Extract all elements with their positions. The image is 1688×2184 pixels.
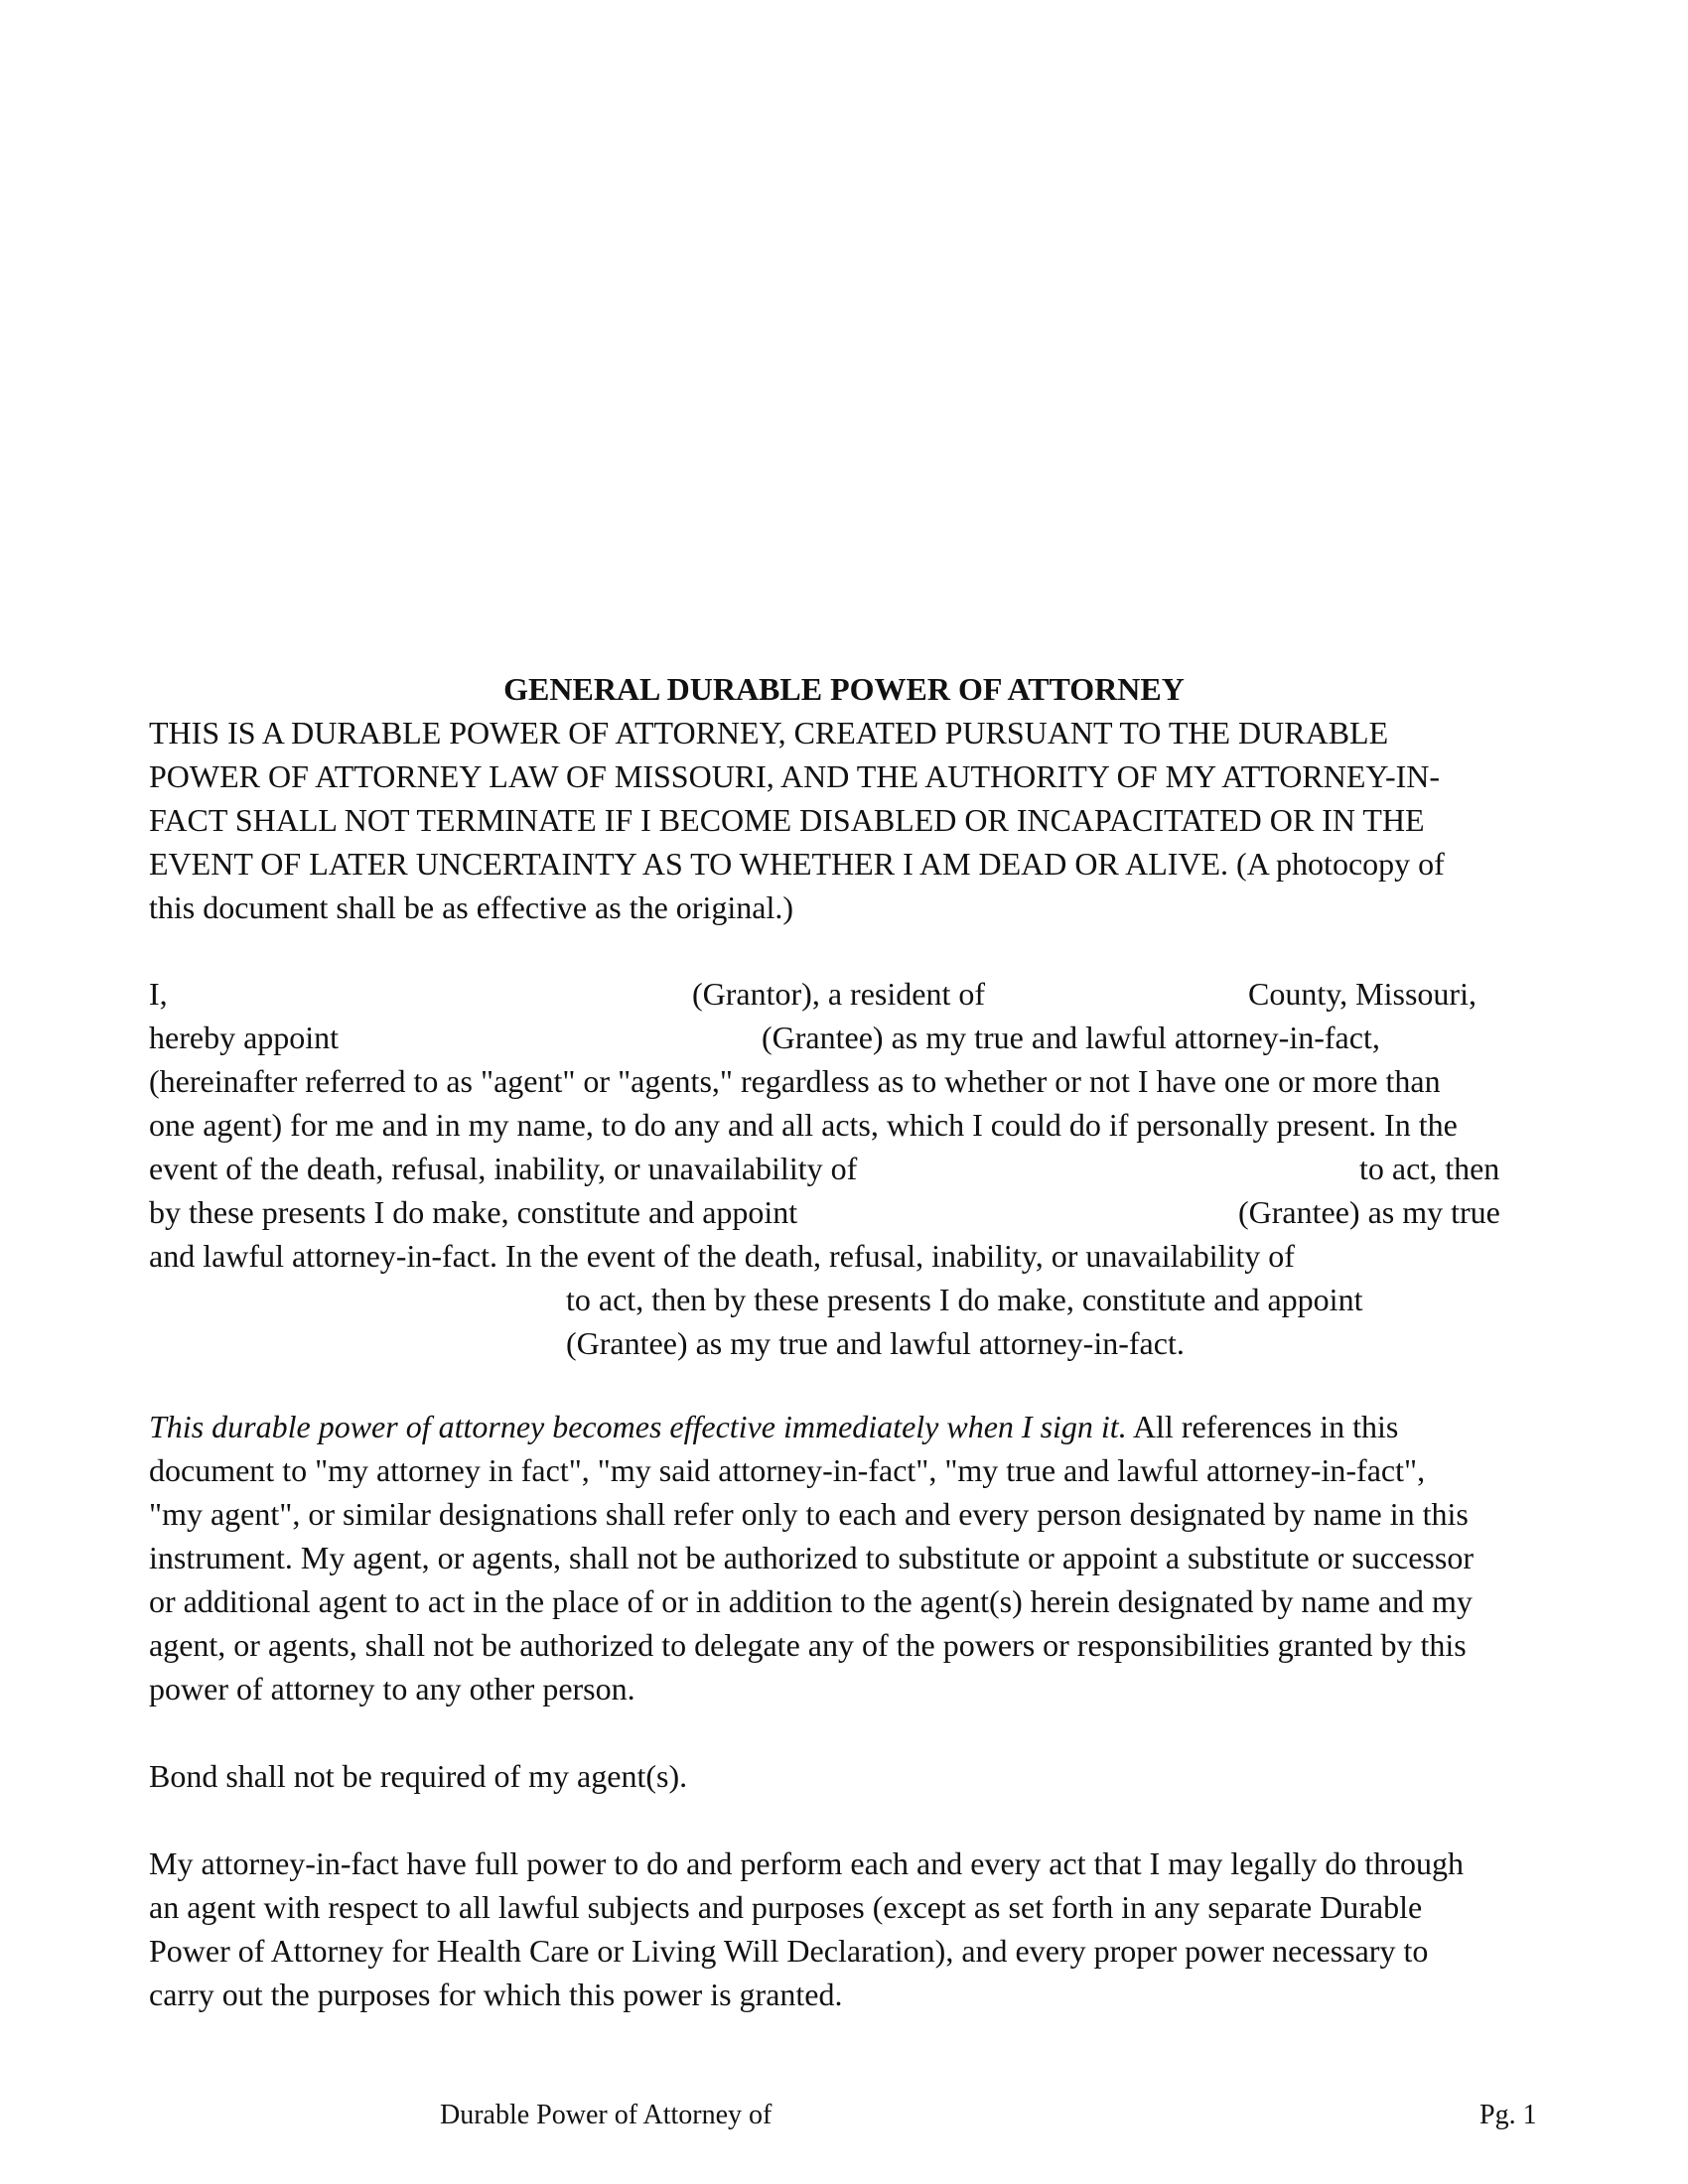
intro-line: EVENT OF LATER UNCERTAINTY AS TO WHETHER I AM DEAD OR ALIVE. (A photocopy of [149, 846, 1445, 882]
powers-line: carry out the purposes for which this power is granted. [149, 1977, 843, 2012]
intro-line: POWER OF ATTORNEY LAW OF MISSOURI, AND THE AUTHORITY OF MY ATTORNEY-IN- [149, 758, 1441, 794]
effective-line: "my agent", or similar designations shall refer only to each and every person designated by name in this [149, 1496, 1469, 1532]
appointment-text: (Grantee) as my true [1238, 1194, 1500, 1230]
appointment-text: by these presents I do make, constitute and appoint [149, 1194, 798, 1230]
appointment-text: hereby appoint [149, 1020, 340, 1055]
intro-paragraph [149, 711, 1519, 929]
appointment-text: one agent) for me and in my name, to do any and all acts, which I could do if personally present. In the [149, 1107, 1458, 1143]
appointment-text: event of the death, refusal, inability, or unavailability of [149, 1151, 858, 1186]
appointment-text: County, Missouri, [1248, 976, 1477, 1012]
effective-text: All references in this [1126, 1409, 1399, 1444]
effective-line: power of attorney to any other person. [149, 1671, 635, 1706]
powers-line: My attorney-in-fact have full power to do and perform each and every act that I may legally do through [149, 1845, 1464, 1881]
powers-line: Power of Attorney for Health Care or Living Will Declaration), and every proper power necessary to [149, 1933, 1429, 1969]
intro-line: this document shall be as effective as the original.) [149, 889, 793, 925]
footer-title: Durable Power of Attorney of [440, 2100, 773, 2130]
effective-line: or additional agent to act in the place of or in addition to the agent(s) herein designated by name and my [149, 1583, 1473, 1619]
page-number: Pg. 1 [1479, 2100, 1537, 2130]
appointment-text: and lawful attorney-in-fact. In the event of the death, refusal, inability, or unavailability of [149, 1238, 1295, 1274]
intro-line: THIS IS A DURABLE POWER OF ATTORNEY, CREATED PURSUANT TO THE DURABLE [149, 715, 1389, 751]
effective-italic-lead: This durable power of attorney becomes effective immediately when I sign it. [149, 1409, 1127, 1444]
bond-paragraph: Bond shall not be required of my agent(s). [149, 1758, 688, 1794]
appointment-text: I, [149, 976, 168, 1012]
powers-line: an agent with respect to all lawful subjects and purposes (except as set forth in any separate Durable [149, 1889, 1423, 1925]
effective-line: agent, or agents, shall not be authorized to delegate any of the powers or responsibilities granted by this [149, 1627, 1467, 1663]
appointment-text: to act, then [1359, 1151, 1500, 1186]
intro-line: FACT SHALL NOT TERMINATE IF I BECOME DISABLED OR INCAPACITATED OR IN THE [149, 802, 1425, 838]
effective-line: document to "my attorney in fact", "my said attorney-in-fact", "my true and lawful attorney-in-fact", [149, 1452, 1426, 1488]
appointment-text: (Grantee) as my true and lawful attorney-in-fact, [762, 1020, 1380, 1055]
appointment-text: (Grantor), a resident of [692, 976, 985, 1012]
effective-line: instrument. My agent, or agents, shall not be authorized to substitute or appoint a substitute or successor [149, 1540, 1474, 1575]
effective-line [149, 1405, 1398, 1448]
appointment-text: to act, then by these presents I do make, constitute and appoint [566, 1282, 1363, 1317]
document-title: GENERAL DURABLE POWER OF ATTORNEY [503, 671, 1185, 707]
appointment-text: (Grantee) as my true and lawful attorney-in-fact. [566, 1325, 1185, 1361]
appointment-text: (hereinafter referred to as "agent" or "agents," regardless as to whether or not I have one or more than [149, 1063, 1441, 1099]
